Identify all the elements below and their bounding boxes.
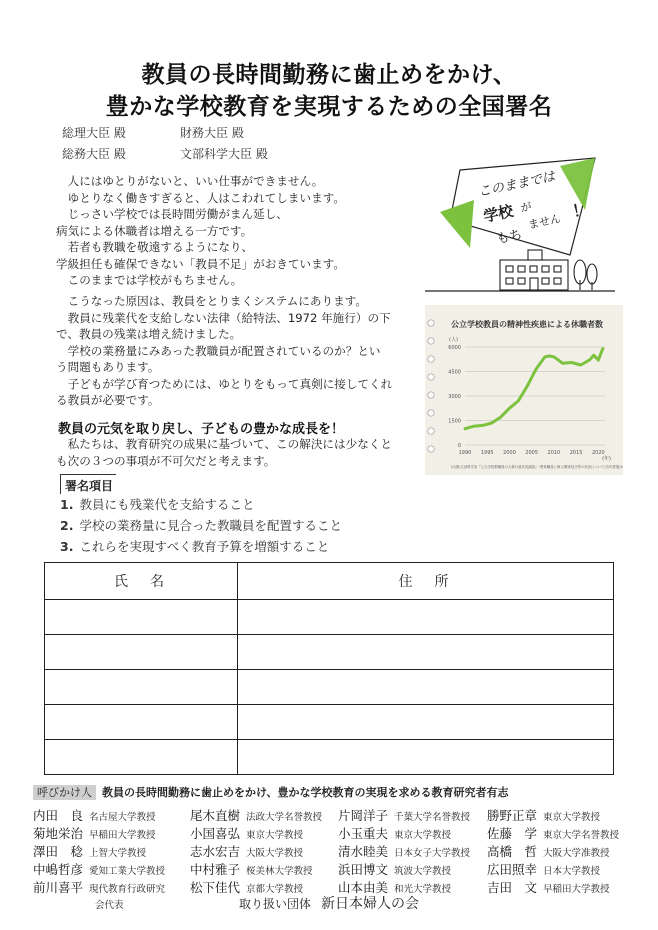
caller-affiliation: 大阪大学准教授	[543, 848, 610, 859]
caller-affiliation: 大阪大学教授	[246, 848, 304, 859]
ring-hole	[428, 320, 434, 326]
caller-entry	[338, 824, 470, 842]
item-2	[60, 516, 342, 534]
ring-hole	[428, 428, 434, 434]
caller-name: 小玉重夫	[338, 826, 389, 841]
chart-x-tick-label: 2005	[525, 450, 539, 456]
name-cell[interactable]	[45, 740, 238, 775]
chart-y-tick-label: 4500	[448, 369, 461, 376]
address-column-header: 住 所	[238, 563, 614, 600]
chart-y-tick-label: 1500	[448, 418, 461, 425]
slogan: 教員の元気を取り戻し、子どもの豊かな成長を！	[58, 422, 345, 437]
caller-name: 吉田 文	[487, 880, 538, 895]
table-row	[45, 635, 614, 670]
table-header-row	[45, 563, 614, 600]
caller-name: 尾木直樹	[190, 808, 241, 823]
name-cell[interactable]	[45, 670, 238, 705]
bubble-text-exclaim: ！	[570, 199, 591, 222]
caller-entry	[33, 806, 165, 824]
callers-column-4	[487, 806, 619, 896]
caller-entry	[487, 824, 619, 842]
caller-name: 中村雅子	[190, 862, 241, 877]
address-cell[interactable]	[238, 740, 614, 775]
ring-hole	[428, 410, 434, 416]
address-cell[interactable]	[238, 705, 614, 740]
bubble-text-school: 学校	[481, 201, 515, 226]
chart-title: 公立学校教員の精神性疾患による休職者数	[451, 320, 603, 329]
caller-affiliation: 京都大学教授	[246, 884, 304, 895]
ring-hole	[428, 338, 434, 344]
callers-description: 教員の長時間勤務に歯止めをかけ、豊かな学校教育の実現を求める教育研究者有志	[102, 786, 509, 799]
caller-entry	[338, 806, 470, 824]
caller-name: 山本由美	[338, 880, 389, 895]
caller-entry	[190, 824, 322, 842]
item-text: 学校の業務量に見合った教職員を配置すること	[79, 518, 342, 533]
chart-x-tick-label: 1995	[480, 450, 494, 456]
caller-entry	[190, 860, 322, 878]
ring-hole	[428, 356, 434, 362]
caller-name: 中嶋哲彦	[33, 862, 84, 877]
caller-entry	[487, 842, 619, 860]
notebook-rings	[428, 320, 434, 452]
caller-entry	[487, 860, 619, 878]
name-cell[interactable]	[45, 635, 238, 670]
caller-affiliation: 東京大学教授	[394, 830, 452, 841]
chart-panel	[425, 305, 623, 475]
caller-affiliation: 現代教育行政研究	[89, 884, 166, 895]
caller-name: 片岡洋子	[338, 808, 389, 823]
caller-affiliation-extra: 会代表	[95, 900, 124, 911]
caller-name: 佐藤 学	[487, 826, 538, 841]
items-label: 署名項目	[60, 474, 116, 494]
ring-hole	[428, 392, 434, 398]
chart-y-tick-label: 0	[457, 443, 461, 449]
caller-affiliation: 和光大学教授	[394, 884, 452, 895]
item-text: 教員にも残業代を支給すること	[79, 497, 255, 512]
addressee-internal: 総務大臣 殿	[62, 147, 126, 161]
caller-entry	[33, 824, 165, 842]
caller-name: 小国喜弘	[190, 826, 241, 841]
chart-x-tick-label: 2015	[569, 450, 583, 456]
caller-affiliation: 日本大学教授	[543, 866, 601, 877]
chart-y-tick-label: 3000	[448, 394, 461, 400]
chart-x-tick-label: 2000	[503, 450, 516, 456]
caller-entry	[338, 860, 470, 878]
caller-entry	[190, 806, 322, 824]
caller-name: 内田 良	[33, 808, 84, 823]
caller-name: 菊地栄治	[33, 826, 84, 841]
bubble-text-ga: が	[519, 199, 533, 215]
caller-affiliation: 東京大学教授	[246, 830, 304, 841]
intro-paragraph-2: こうなった原因は、教員をとりまくシステムにあります。 教員に残業代を支給しない法律（給特法、1972 年施行）の下 で、教員の残業は増え続けました。 学校の業務量にみあった教職員が配置されているのか？とい う問題もあります。 子どもが学び育つためには、ゆとりをもって真剣に接してくれ る教員が必要です。	[56, 294, 393, 407]
chart-svg	[425, 305, 623, 475]
chart-series-line	[465, 349, 603, 429]
item-text: これらを実現すべく教育予算を増額すること	[79, 539, 330, 554]
chart-x-tick-label: 2020	[591, 450, 605, 456]
caller-name: 前川喜平	[33, 880, 84, 895]
name-cell[interactable]	[45, 600, 238, 635]
callers-heading	[33, 784, 593, 800]
caller-affiliation: 愛知工業大学教授	[89, 866, 166, 877]
caller-affiliation: 桜美林大学教授	[246, 866, 313, 877]
caller-affiliation: 早稲田大学教授	[543, 884, 610, 895]
chart-source: (出典)文部科学省『公立学校教職員の人事行政状況調査』「教育職員に係る懲戒処分等の状況について(各年度版)から	[451, 465, 623, 469]
ring-hole	[428, 374, 434, 380]
callers-column-3	[338, 806, 470, 896]
address-cell[interactable]	[238, 600, 614, 635]
address-cell[interactable]	[238, 635, 614, 670]
item-3	[60, 537, 329, 555]
intro-paragraph-1: 人にはゆとりがないと、いい仕事ができません。 ゆとりなく働きすぎると、人はこわれてしまいます。 じっさい学校では長時間労働がまん延し、 病気による休職者は増える一方です。 若者も教職を敬遠するようになり、 学級担任も確保できない「教員不足」がおきています。 このままでは学校がもちません。	[56, 174, 345, 287]
school-building	[500, 250, 597, 290]
caller-entry	[487, 806, 619, 824]
caller-affiliation: 東京大学名誉教授	[543, 830, 620, 841]
chart-ylabel: (人)	[449, 337, 458, 343]
caller-affiliation: 名古屋大学教授	[89, 812, 156, 823]
name-column-header: 氏 名	[45, 563, 238, 600]
chart-x-tick-label: 2010	[547, 450, 561, 456]
addressee-education: 文部科学大臣 殿	[180, 147, 268, 161]
title-line-2: 豊かな学校教育を実現するための全国署名	[105, 94, 553, 120]
footer-label: 取り扱い団体	[238, 897, 311, 911]
caller-name: 浜田博文	[338, 862, 389, 877]
chart-x-tick-label: 1990	[458, 450, 472, 456]
caller-affiliation: 法政大学名誉教授	[246, 812, 323, 823]
table-row	[45, 670, 614, 705]
caller-entry	[33, 860, 165, 878]
caller-name: 志水宏吉	[190, 844, 241, 859]
caller-entry	[338, 842, 470, 860]
caller-affiliation: 千葉大学名誉教授	[394, 812, 471, 823]
address-cell[interactable]	[238, 670, 614, 705]
table-row	[45, 740, 614, 775]
item-1	[60, 495, 254, 513]
bubble-green-shape	[440, 200, 474, 248]
school-illustration	[420, 150, 620, 300]
caller-affiliation: 日本女子大学教授	[394, 848, 471, 859]
chart-y-tick-label: 6000	[448, 345, 461, 351]
caller-entry	[33, 842, 165, 860]
signature-table	[44, 562, 614, 775]
caller-affiliation: 東京大学教授	[543, 812, 601, 823]
bubble-text-mochi: もち	[495, 227, 524, 248]
callers-column-2	[190, 806, 322, 896]
title-line-1: 教員の長時間勤務に歯止めをかけ、	[141, 62, 517, 88]
caller-name: 清水睦美	[338, 844, 389, 859]
item-number: 1.	[60, 497, 74, 512]
caller-name: 広田照幸	[487, 862, 538, 877]
caller-affiliation: 筑波大学教授	[394, 866, 452, 877]
chart-xlabel: (年)	[602, 456, 611, 462]
item-number: 3.	[60, 539, 74, 554]
name-cell[interactable]	[45, 705, 238, 740]
bubble-text-line-1: このままでは	[477, 169, 557, 201]
table-row	[45, 705, 614, 740]
caller-affiliation: 上智大学教授	[89, 848, 147, 859]
addressee-finance: 財務大臣 殿	[180, 126, 244, 140]
caller-affiliation: 早稲田大学教授	[89, 830, 156, 841]
table-row	[45, 600, 614, 635]
caller-name: 高橋 哲	[487, 844, 538, 859]
caller-name: 勝野正章	[487, 808, 538, 823]
caller-name: 松下佳代	[190, 880, 241, 895]
closing-paragraph: 私たちは、教育研究の成果に基づいて、この解決には少なくと も次の３つの事項が不可欠だと考えます。	[56, 437, 392, 468]
ring-hole	[428, 446, 434, 452]
caller-entry	[190, 842, 322, 860]
footer-organization: 新日本婦人の会	[321, 896, 419, 912]
bubble-text-masen: ません	[527, 211, 563, 232]
caller-name: 澤田 稔	[33, 844, 84, 859]
footer	[0, 893, 658, 913]
callers-tag: 呼びかけ人	[33, 785, 96, 800]
item-number: 2.	[60, 518, 74, 533]
addressee-pm: 総理大臣 殿	[62, 126, 126, 140]
